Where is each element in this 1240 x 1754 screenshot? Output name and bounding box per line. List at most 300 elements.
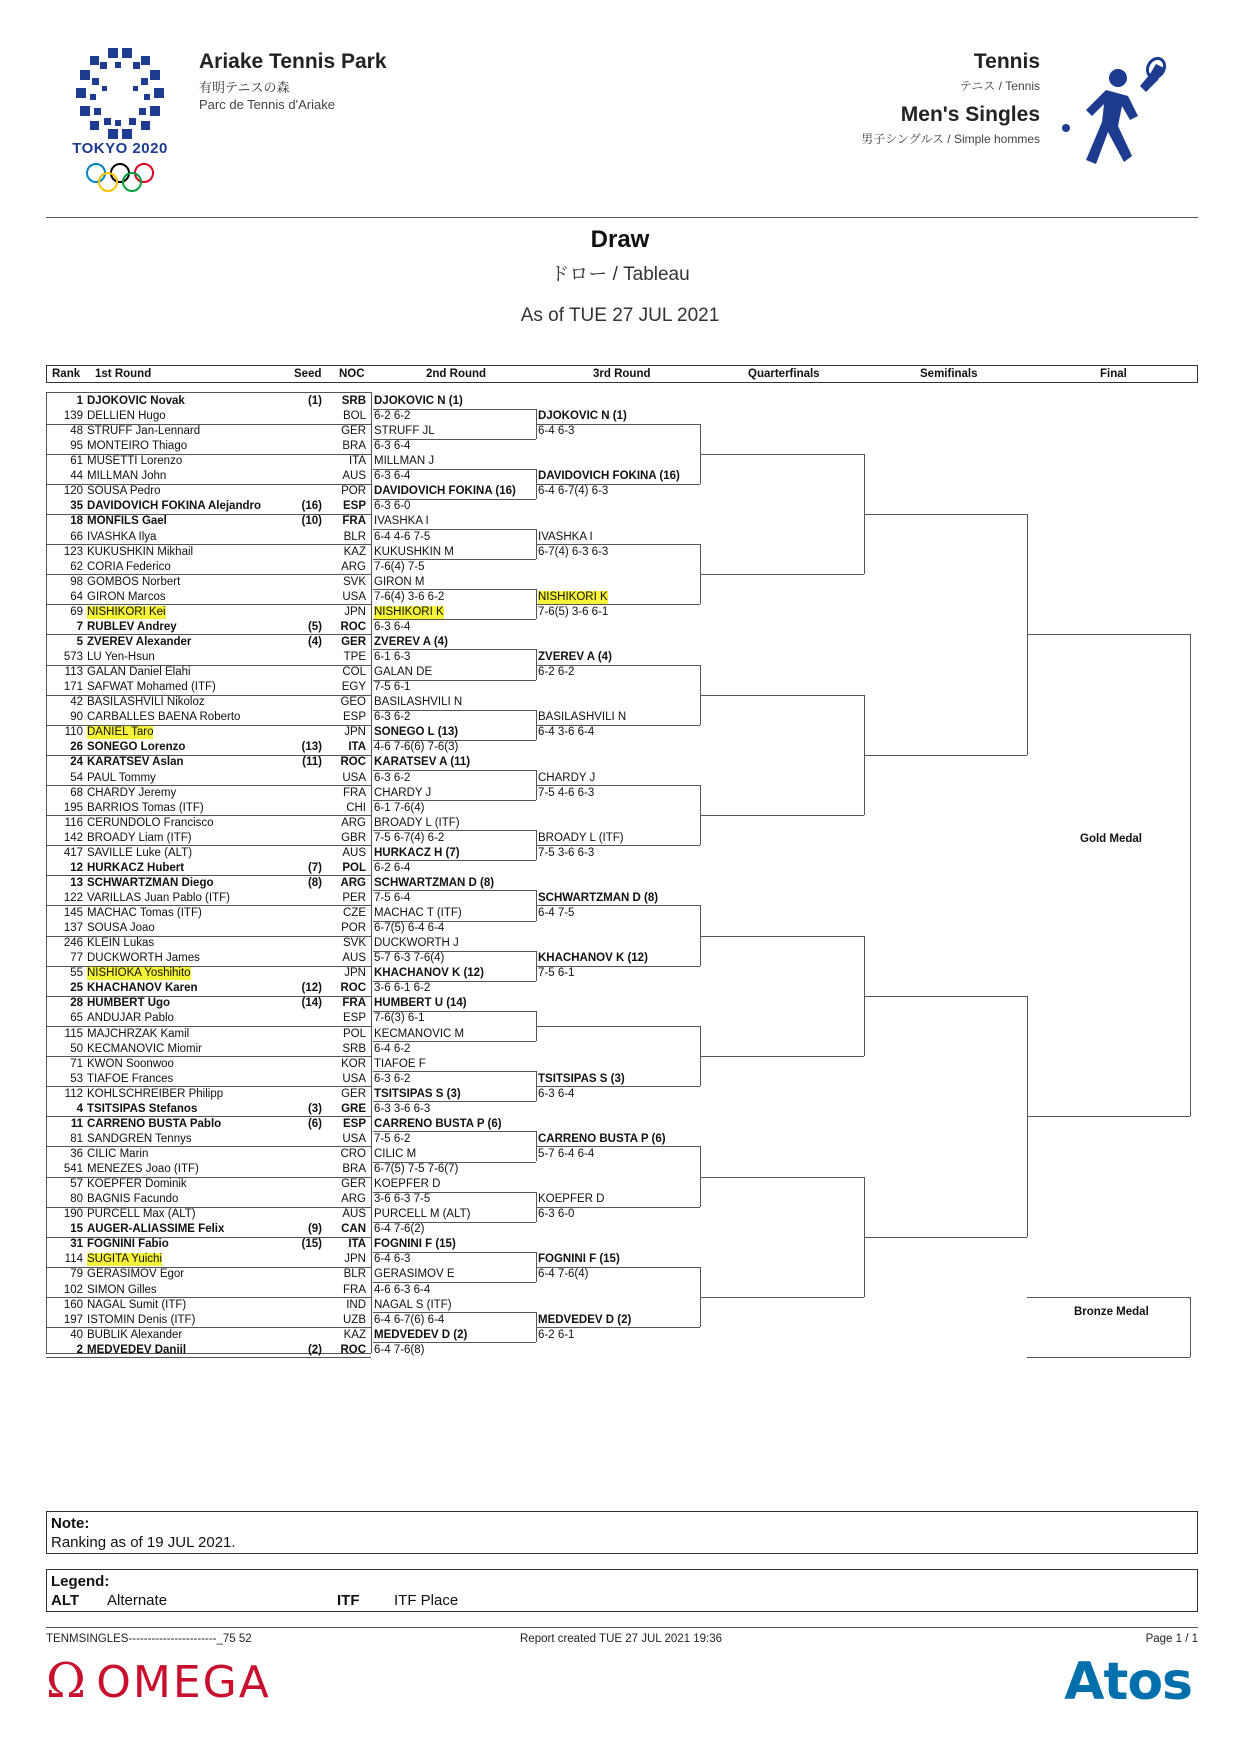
col-noc: NOC	[339, 368, 365, 380]
player-rank: 55	[70, 967, 83, 980]
player-name: MAJCHRZAK Kamil	[87, 1027, 190, 1040]
r2-score: 7-6(3) 6-1	[374, 1012, 425, 1025]
r1-pair-line	[46, 1357, 371, 1358]
col-semifinals: Semifinals	[920, 368, 978, 380]
player-name: MENEZES Joao (ITF)	[87, 1163, 199, 1176]
sport-title: Tennis	[973, 50, 1040, 73]
player-rank: 40	[70, 1328, 83, 1341]
r2-winner: TIAFOE F	[374, 1057, 426, 1070]
r2-line	[373, 649, 536, 650]
player-rank: 15	[70, 1223, 83, 1236]
player-name: GALAN Daniel Elahi	[87, 666, 191, 679]
legend-code-alt: ALT	[51, 1592, 80, 1609]
note-text: Ranking as of 19 JUL 2021.	[51, 1534, 236, 1551]
r3-score: 7-5 6-1	[538, 967, 575, 980]
player-noc: SRB	[341, 395, 366, 407]
r3-line	[537, 544, 700, 545]
player-rank: 11	[70, 1117, 83, 1130]
r2-score: 6-7(5) 7-5 7-6(7)	[374, 1163, 459, 1176]
r2-score: 7-5 6-7(4) 6-2	[374, 831, 445, 844]
player-rank: 65	[70, 1012, 83, 1025]
r2-winner: SCHWARTZMAN D (8)	[374, 876, 495, 889]
player-noc: POL	[342, 1027, 366, 1040]
r3-winner: FOGNINI F (15)	[538, 1253, 620, 1266]
player-rank: 79	[70, 1268, 83, 1281]
player-name: PURCELL Max (ALT)	[87, 1208, 196, 1221]
player-noc: ESP	[342, 1012, 366, 1025]
player-noc: ESP	[342, 500, 366, 513]
r2-score: 6-3 6-4	[374, 440, 411, 453]
player-noc: USA	[342, 1132, 366, 1145]
col-quarterfinals: Quarterfinals	[748, 368, 820, 380]
sf-line	[864, 755, 1027, 756]
r2-score: 6-3 6-4	[374, 620, 411, 633]
r2-score: 6-3 6-2	[374, 711, 411, 724]
r3-score: 6-3 6-4	[538, 1087, 575, 1100]
player-rank: 12	[70, 861, 83, 874]
r2-score: 6-1 6-3	[374, 651, 411, 664]
player-rank: 4	[76, 1102, 83, 1115]
player-rank: 116	[64, 816, 83, 829]
r3-line	[537, 1146, 700, 1147]
player-rank: 246	[63, 937, 83, 950]
r2-winner: HUMBERT U (14)	[374, 997, 467, 1010]
player-noc: CHI	[346, 801, 366, 814]
bronze-medal-label: Bronze Medal	[1074, 1305, 1149, 1318]
r3-score: 6-7(4) 6-3 6-3	[538, 545, 609, 558]
r2-score: 6-3 6-4	[374, 470, 411, 483]
r2-winner: CARRENO BUSTA P (6)	[374, 1117, 502, 1130]
event-title: Men's Singles	[900, 103, 1040, 126]
player-seed: (6)	[307, 1117, 322, 1130]
player-seed: (5)	[307, 620, 322, 633]
player-name: KWON Soonwoo	[87, 1057, 174, 1070]
player-name: DANIEL Taro	[87, 726, 154, 739]
col-round1: 1st Round	[95, 368, 152, 380]
r3-line	[537, 1086, 700, 1087]
bronze-connector	[1190, 1297, 1191, 1357]
final-connector	[1190, 634, 1191, 1116]
player-noc: GBR	[341, 831, 366, 844]
r3-score: 6-4 6-7(4) 6-3	[538, 485, 609, 498]
player-name: NISHIOKA Yoshihito	[87, 967, 191, 980]
r3-score: 6-4 7-5	[538, 907, 575, 920]
qf-line	[700, 574, 864, 575]
player-noc: ARG	[341, 1193, 366, 1206]
player-rank: 95	[70, 440, 83, 453]
sport-subtitle: テニス / Tennis	[959, 79, 1040, 93]
r2-line	[373, 1252, 536, 1253]
player-rank: 26	[70, 741, 83, 754]
player-name: RUBLEV Andrey	[87, 620, 177, 633]
player-name: DUCKWORTH James	[87, 952, 200, 965]
r2-line	[373, 619, 536, 620]
bracket-left-border	[46, 392, 47, 1353]
player-rank: 142	[63, 831, 83, 844]
player-noc: GER	[341, 425, 366, 438]
player-noc: ESP	[342, 711, 366, 724]
r2-line	[373, 559, 536, 560]
r3-winner: DAVIDOVICH FOKINA (16)	[538, 470, 680, 483]
r2-winner: NISHIKORI K	[374, 605, 444, 618]
sf-line	[864, 996, 1027, 997]
r3-line	[537, 1267, 700, 1268]
player-name: GERASIMOV Egor	[87, 1268, 185, 1281]
r3-winner: CARRENO BUSTA P (6)	[538, 1132, 666, 1145]
r3-winner: KOEPFER D	[538, 1193, 605, 1206]
player-rank: 69	[70, 605, 83, 618]
r3-winner: SCHWARTZMAN D (8)	[538, 891, 659, 904]
player-noc: IND	[346, 1298, 366, 1311]
venue-french: Parc de Tennis d'Ariake	[199, 97, 335, 112]
player-noc: ARG	[341, 816, 366, 829]
player-rank: 54	[70, 771, 83, 784]
player-rank: 171	[63, 681, 83, 694]
player-noc: AUS	[342, 952, 366, 965]
player-name: CERUNDOLO Francisco	[87, 816, 214, 829]
player-seed: (7)	[307, 861, 322, 874]
r2-line	[373, 1222, 536, 1223]
player-noc: UZB	[343, 1313, 366, 1326]
r3-line	[537, 665, 700, 666]
player-name: BROADY Liam (ITF)	[87, 831, 192, 844]
player-rank: 190	[63, 1208, 83, 1221]
r2-line	[373, 800, 536, 801]
player-name: IVASHKA Ilya	[87, 530, 157, 543]
player-seed: (16)	[301, 500, 322, 513]
r3-winner: KHACHANOV K (12)	[538, 952, 648, 965]
r3-score: 6-4 7-6(4)	[538, 1268, 589, 1281]
r2-score: 6-3 6-2	[374, 771, 411, 784]
player-rank: 110	[64, 726, 83, 739]
player-noc: SVK	[342, 575, 366, 588]
doc-title: Draw	[590, 226, 650, 253]
player-seed: (8)	[307, 876, 322, 889]
player-rank: 53	[70, 1072, 83, 1085]
player-rank: 139	[63, 410, 83, 423]
r3-winner: ZVEREV A (4)	[538, 651, 612, 664]
player-rank: 113	[64, 666, 83, 679]
r3-line	[537, 1327, 700, 1328]
legend-text-alt: Alternate	[107, 1592, 168, 1609]
r3-score: 6-4 3-6 6-4	[538, 726, 595, 739]
r2-line	[373, 589, 536, 590]
player-rank: 64	[70, 590, 83, 603]
r2-line	[373, 529, 536, 530]
r2-winner: GERASIMOV E	[374, 1268, 455, 1281]
bracket-noc-border	[371, 392, 372, 1353]
player-name: MONFILS Gael	[87, 515, 167, 528]
player-noc: ESP	[342, 1117, 366, 1130]
player-rank: 28	[70, 997, 83, 1010]
qf-line	[700, 454, 864, 455]
player-seed: (3)	[307, 1102, 322, 1115]
r2-line	[373, 1312, 536, 1313]
r3-winner: MEDVEDEV D (2)	[538, 1313, 632, 1326]
col-round2: 2nd Round	[426, 368, 487, 380]
player-noc: KOR	[341, 1057, 366, 1070]
note-box	[46, 1511, 1198, 1554]
player-name: SOUSA Joao	[87, 922, 155, 935]
player-rank: 71	[70, 1057, 83, 1070]
player-name: LU Yen-Hsun	[87, 651, 155, 664]
player-noc: CAN	[341, 1223, 366, 1236]
col-rank: Rank	[52, 368, 81, 380]
player-name: ISTOMIN Denis (ITF)	[87, 1313, 196, 1326]
player-noc: USA	[342, 590, 366, 603]
r2-line	[373, 409, 536, 410]
player-noc: BRA	[342, 440, 366, 453]
r2-winner: ZVEREV A (4)	[374, 635, 448, 648]
r2-score: 6-4 6-2	[374, 1042, 411, 1055]
player-noc: BRA	[342, 1163, 366, 1176]
player-rank: 24	[70, 756, 83, 769]
r2-winner: KHACHANOV K (12)	[374, 967, 484, 980]
player-rank: 114	[64, 1253, 83, 1266]
r2-winner: DUCKWORTH J	[374, 937, 459, 950]
r2-winner: HURKACZ H (7)	[374, 846, 460, 859]
r2-score: 6-4 4-6 7-5	[374, 530, 431, 543]
player-noc: ITA	[348, 1238, 366, 1251]
r2-line	[373, 951, 536, 952]
omega-icon: Ω	[46, 1653, 86, 1709]
doc-subtitle: ドロー / Tableau	[550, 264, 690, 285]
r2-score: 6-3 6-0	[374, 500, 411, 513]
player-name: ANDUJAR Pablo	[87, 1012, 174, 1025]
r2-line	[373, 1131, 536, 1132]
player-name: CHARDY Jeremy	[87, 786, 177, 799]
player-rank: 115	[64, 1027, 83, 1040]
player-noc: AUS	[342, 1208, 366, 1221]
player-name: VARILLAS Juan Pablo (ITF)	[87, 891, 230, 904]
logo-text: TOKYO 2020	[72, 140, 168, 157]
player-noc: JPN	[344, 1253, 366, 1266]
player-rank: 123	[63, 545, 83, 558]
player-rank: 35	[70, 500, 83, 513]
player-name: SOUSA Pedro	[87, 485, 161, 498]
player-noc: ARG	[341, 560, 366, 573]
as-of-date: As of TUE 27 JUL 2021	[520, 305, 720, 326]
player-noc: ITA	[348, 741, 366, 754]
player-noc: BOL	[342, 410, 366, 423]
player-noc: PER	[342, 891, 366, 904]
player-noc: JPN	[344, 726, 366, 739]
player-name: ZVEREV Alexander	[87, 635, 192, 648]
player-name: AUGER-ALIASSIME Felix	[87, 1223, 225, 1236]
bracket-top-rule	[46, 392, 371, 393]
player-rank: 102	[63, 1283, 83, 1296]
player-rank: 90	[70, 711, 83, 724]
r3-winner: BASILASHVILI N	[538, 711, 627, 724]
player-name: KECMANOVIC Miomir	[87, 1042, 203, 1055]
r3-winner: NISHIKORI K	[538, 590, 608, 603]
r2-winner: IVASHKA I	[374, 515, 429, 528]
legend-box	[46, 1569, 1198, 1612]
player-name: SUGITA Yuichi	[87, 1253, 162, 1266]
r3-winner: DJOKOVIC N (1)	[538, 410, 627, 423]
qf-line	[700, 936, 864, 937]
player-name: MONTEIRO Thiago	[87, 440, 188, 453]
r2-winner: BROADY L (ITF)	[374, 816, 460, 829]
qf-line	[700, 1177, 864, 1178]
player-noc: AUS	[342, 470, 366, 483]
r2-winner: CHARDY J	[374, 786, 432, 799]
venue-title: Ariake Tennis Park	[199, 50, 387, 73]
r2-score: 5-7 6-3 7-6(4)	[374, 952, 445, 965]
note-label: Note:	[51, 1515, 90, 1532]
r2-line	[373, 770, 536, 771]
r2-line	[373, 1342, 536, 1343]
player-rank: 1	[76, 395, 83, 407]
player-noc: ARG	[340, 876, 366, 889]
player-noc: GER	[341, 1087, 366, 1100]
player-name: MUSETTI Lorenzo	[87, 455, 183, 468]
r2-winner: BASILASHVILI N	[374, 696, 463, 709]
player-rank: 36	[70, 1148, 83, 1160]
player-name: DELLIEN Hugo	[87, 410, 166, 423]
player-name: HURKACZ Hubert	[87, 861, 185, 874]
player-name: SAFWAT Mohamed (ITF)	[87, 681, 216, 694]
r2-line	[373, 1041, 536, 1042]
player-name: BARRIOS Tomas (ITF)	[87, 801, 204, 814]
player-name: BAGNIS Facundo	[87, 1193, 179, 1206]
r3-line	[537, 725, 700, 726]
player-name: SAVILLE Luke (ALT)	[87, 846, 193, 859]
bronze-line	[1027, 1357, 1190, 1358]
r3-line	[537, 484, 700, 485]
r2-winner: GALAN DE	[374, 666, 433, 679]
r2-winner: KARATSEV A (11)	[374, 756, 471, 769]
player-noc: GRE	[341, 1102, 366, 1115]
player-noc: USA	[342, 771, 366, 784]
player-name: KLEIN Lukas	[87, 937, 155, 950]
r2-line	[373, 890, 536, 891]
player-noc: COL	[342, 666, 366, 679]
player-rank: 62	[70, 560, 83, 573]
player-seed: (2)	[307, 1343, 322, 1356]
player-rank: 77	[70, 952, 83, 965]
player-rank: 13	[70, 876, 83, 889]
player-rank: 7	[76, 620, 83, 633]
r3-line	[537, 905, 700, 906]
player-noc: CRO	[340, 1148, 366, 1160]
legend-label: Legend:	[51, 1573, 110, 1590]
r3-score: 5-7 6-4 6-4	[538, 1148, 595, 1160]
r2-winner: KUKUSHKIN M	[374, 545, 454, 558]
player-seed: (4)	[307, 635, 322, 648]
player-noc: BLR	[343, 1268, 366, 1281]
player-name: MACHAC Tomas (ITF)	[87, 907, 202, 920]
r2-score: 6-3 3-6 6-3	[374, 1102, 431, 1115]
player-seed: (15)	[301, 1238, 322, 1251]
player-noc: POR	[341, 485, 366, 498]
atos-logo: Atos	[1064, 1652, 1192, 1712]
player-rank: 417	[63, 846, 83, 859]
r2-score: 6-4 7-6(2)	[374, 1223, 425, 1236]
player-noc: ITA	[348, 455, 366, 468]
player-name: SCHWARTZMAN Diego	[87, 876, 214, 889]
player-name: BASILASHVILI Nikoloz	[87, 696, 205, 709]
player-noc: GER	[341, 635, 366, 648]
omega-logo	[46, 1653, 346, 1709]
player-seed: (9)	[307, 1223, 322, 1236]
r3-score: 7-5 3-6 6-3	[538, 846, 595, 859]
player-rank: 5	[76, 635, 83, 648]
player-seed: (1)	[307, 395, 322, 407]
player-noc: JPN	[344, 605, 366, 618]
player-noc: FRA	[343, 1283, 366, 1296]
qf-line	[700, 815, 864, 816]
player-noc: JPN	[344, 967, 366, 980]
player-noc: POR	[341, 922, 366, 935]
r2-line	[373, 981, 536, 982]
player-rank: 44	[70, 470, 83, 483]
r3-score: 6-4 6-3	[538, 425, 575, 438]
r3-line	[537, 1207, 700, 1208]
player-noc: ROC	[340, 756, 366, 769]
player-noc: CZE	[343, 907, 366, 920]
player-noc: KAZ	[343, 1328, 366, 1341]
venue-japanese: 有明テニスの森	[199, 80, 290, 95]
player-name: SONEGO Lorenzo	[87, 741, 186, 754]
player-seed: (10)	[301, 515, 322, 528]
player-rank: 25	[70, 982, 83, 995]
player-rank: 42	[70, 696, 83, 709]
player-rank: 48	[70, 425, 83, 438]
r2-score: 6-2 6-2	[374, 410, 411, 423]
r2-score: 7-5 6-1	[374, 681, 411, 694]
player-name: NAGAL Sumit (ITF)	[87, 1298, 187, 1311]
r2-score: 7-5 6-4	[374, 891, 411, 904]
r2-line	[373, 740, 536, 741]
player-noc: FRA	[342, 515, 366, 528]
r3-line	[537, 785, 700, 786]
player-noc: TPE	[343, 651, 366, 664]
player-rank: 61	[70, 455, 83, 468]
event-subtitle: 男子シングルス / Simple hommes	[861, 132, 1040, 146]
col-round3: 3rd Round	[593, 368, 651, 380]
legend-code-itf: ITF	[337, 1592, 360, 1609]
r2-score: 7-5 6-2	[374, 1132, 411, 1145]
r2-line	[373, 830, 536, 831]
r2-winner: TSITSIPAS S (3)	[374, 1087, 461, 1100]
r3-line	[537, 604, 700, 605]
player-seed: (13)	[301, 741, 322, 754]
player-noc: FRA	[342, 997, 366, 1010]
r2-score: 6-2 6-4	[374, 861, 411, 874]
player-noc: GEO	[340, 696, 366, 709]
player-rank: 98	[70, 575, 83, 588]
r2-line	[373, 1071, 536, 1072]
col-seed: Seed	[294, 368, 322, 380]
r2-line	[373, 1011, 536, 1012]
player-name: SANDGREN Tennys	[87, 1132, 192, 1145]
r2-score: 6-3 6-2	[374, 1072, 411, 1085]
player-name: CILIC Marin	[87, 1148, 149, 1160]
r3-winner: CHARDY J	[538, 771, 596, 784]
r2-score: 6-7(5) 6-4 6-4	[374, 922, 445, 935]
r3-winner: IVASHKA I	[538, 530, 593, 543]
r2-line	[373, 1162, 536, 1163]
r2-score: 4-6 6-3 6-4	[374, 1283, 431, 1296]
player-rank: 195	[63, 801, 83, 814]
player-noc: ROC	[340, 982, 366, 995]
r2-winner: MILLMAN J	[374, 455, 435, 468]
r2-line	[373, 499, 536, 500]
player-noc: BLR	[343, 530, 366, 543]
player-rank: 197	[63, 1313, 83, 1326]
player-noc: FRA	[343, 786, 366, 799]
